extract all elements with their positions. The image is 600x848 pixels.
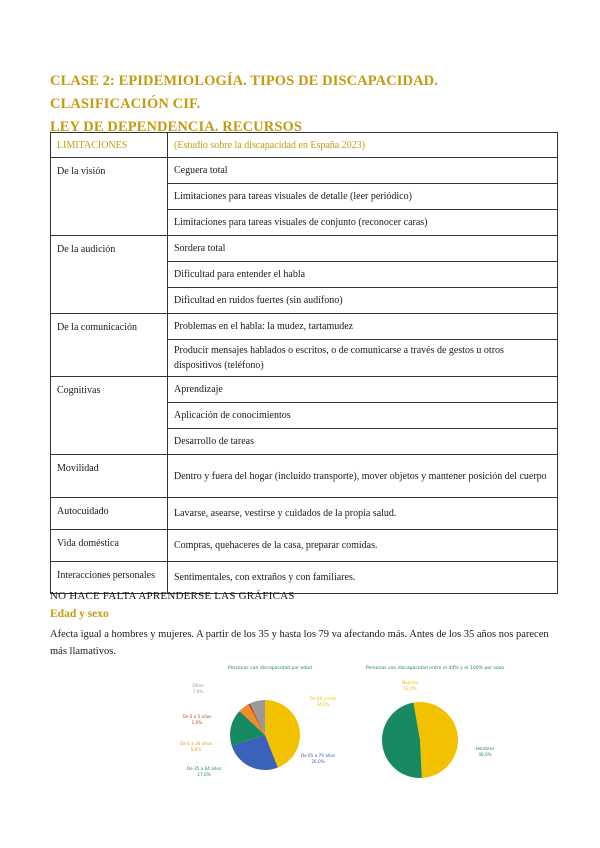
- slice-label: De 35 a 64 años: [186, 766, 222, 771]
- header-limitaciones: LIMITACIONES: [51, 133, 168, 158]
- limitation-item: Desarrollo de tareas: [168, 429, 558, 455]
- limitation-item: Dificultad para entender el habla: [168, 262, 558, 288]
- limitation-item: Producir mensajes hablados o escritos, o de comunicarse a través de gestos u otros dispositivos (teléfono): [168, 340, 558, 377]
- limitation-category: De la comunicación: [51, 314, 168, 377]
- slice-value: 26,0%: [311, 759, 325, 764]
- header-estudio: (Estudio sobre la discapacidad en España 2023): [168, 133, 558, 158]
- chart-title: Personas con discapacidad por edad: [228, 666, 312, 671]
- slice-label: De 0 a 5 años: [182, 714, 212, 719]
- subsection-title: Edad y sexo: [50, 608, 109, 620]
- slice-value: 1,0%: [191, 720, 203, 725]
- limitation-category: Autocuidado: [51, 498, 168, 530]
- limitation-category: Interacciones personales: [51, 562, 168, 594]
- slice-value: 44,0%: [316, 702, 330, 707]
- limitation-category: Vida doméstica: [51, 530, 168, 562]
- limitation-item: Sentimentales, con extraños y con familiares.: [168, 562, 558, 594]
- limitation-category: De la audición: [51, 236, 168, 314]
- charts-note: NO HACE FALTA APRENDERSE LAS GRÁFICAS: [50, 590, 295, 602]
- table-row: [51, 236, 558, 262]
- slice-value: 17,0%: [197, 772, 211, 777]
- limitation-category: Movilidad: [51, 455, 168, 498]
- slice-value: 48,0%: [478, 752, 492, 757]
- slice-label: De 80 y más: [309, 696, 337, 701]
- slice-label: De 65 a 79 años: [300, 753, 336, 758]
- limitation-item: Dificultad en ruidos fuertes (sin audífono): [168, 288, 558, 314]
- limitations-table: [50, 132, 558, 594]
- limitation-category: Cognitivas: [51, 377, 168, 455]
- table-header-row: [51, 133, 558, 158]
- slice-label: De 6 a 34 años: [180, 741, 212, 746]
- limitation-item: Limitaciones para tareas visuales de conjunto (reconocer caras): [168, 210, 558, 236]
- slice-label: Otros: [192, 683, 204, 688]
- table-row: [51, 455, 558, 498]
- table-row: [51, 158, 558, 184]
- limitation-item: Aprendizaje: [168, 377, 558, 403]
- table-row: [51, 377, 558, 403]
- limitation-item: Lavarse, asearse, vestirse y cuidados de la propia salud.: [168, 498, 558, 530]
- limitation-item: Aplicación de conocimientos: [168, 403, 558, 429]
- table-row: [51, 314, 558, 340]
- sex-pie-chart: [360, 660, 510, 790]
- title-line-2: LEY DE DEPENDENCIA. RECURSOS: [50, 119, 303, 135]
- slice-value: 52,0%: [403, 686, 417, 691]
- limitation-item: Sordera total: [168, 236, 558, 262]
- table-row: [51, 562, 558, 594]
- slice-label: Mujeres: [401, 680, 419, 685]
- slice-label: Hombres: [475, 746, 495, 751]
- limitation-item: Compras, quehaceres de la casa, preparar comidas.: [168, 530, 558, 562]
- title-line-1: CLASE 2: EPIDEMIOLOGÍA. TIPOS DE DISCAPACIDAD. CLASIFICACIÓN CIF.: [50, 73, 438, 112]
- limitation-item: Dentro y fuera del hogar (incluido transporte), mover objetos y mantener posición del cuerpo: [168, 455, 558, 498]
- slice-value: 5,0%: [190, 747, 202, 752]
- slice-value: 7,0%: [192, 689, 204, 694]
- section-title: [50, 70, 560, 139]
- limitation-category: De la visión: [51, 158, 168, 236]
- limitation-item: Limitaciones para tareas visuales de detalle (leer periódico): [168, 184, 558, 210]
- age-pie-chart: [170, 660, 350, 790]
- body-paragraph: Afecta igual a hombres y mujeres. A partir de los 35 y hasta los 79 va afectando más. Antes de los 35 años nos parecen más llamativos.: [50, 629, 549, 657]
- limitation-item: Problemas en el habla: la mudez, tartamudez: [168, 314, 558, 340]
- table-row: [51, 498, 558, 530]
- table-row: [51, 530, 558, 562]
- limitation-item: Ceguera total: [168, 158, 558, 184]
- chart-title: Personas con discapacidad entre el 44% y el 100% por sexo: [365, 666, 505, 671]
